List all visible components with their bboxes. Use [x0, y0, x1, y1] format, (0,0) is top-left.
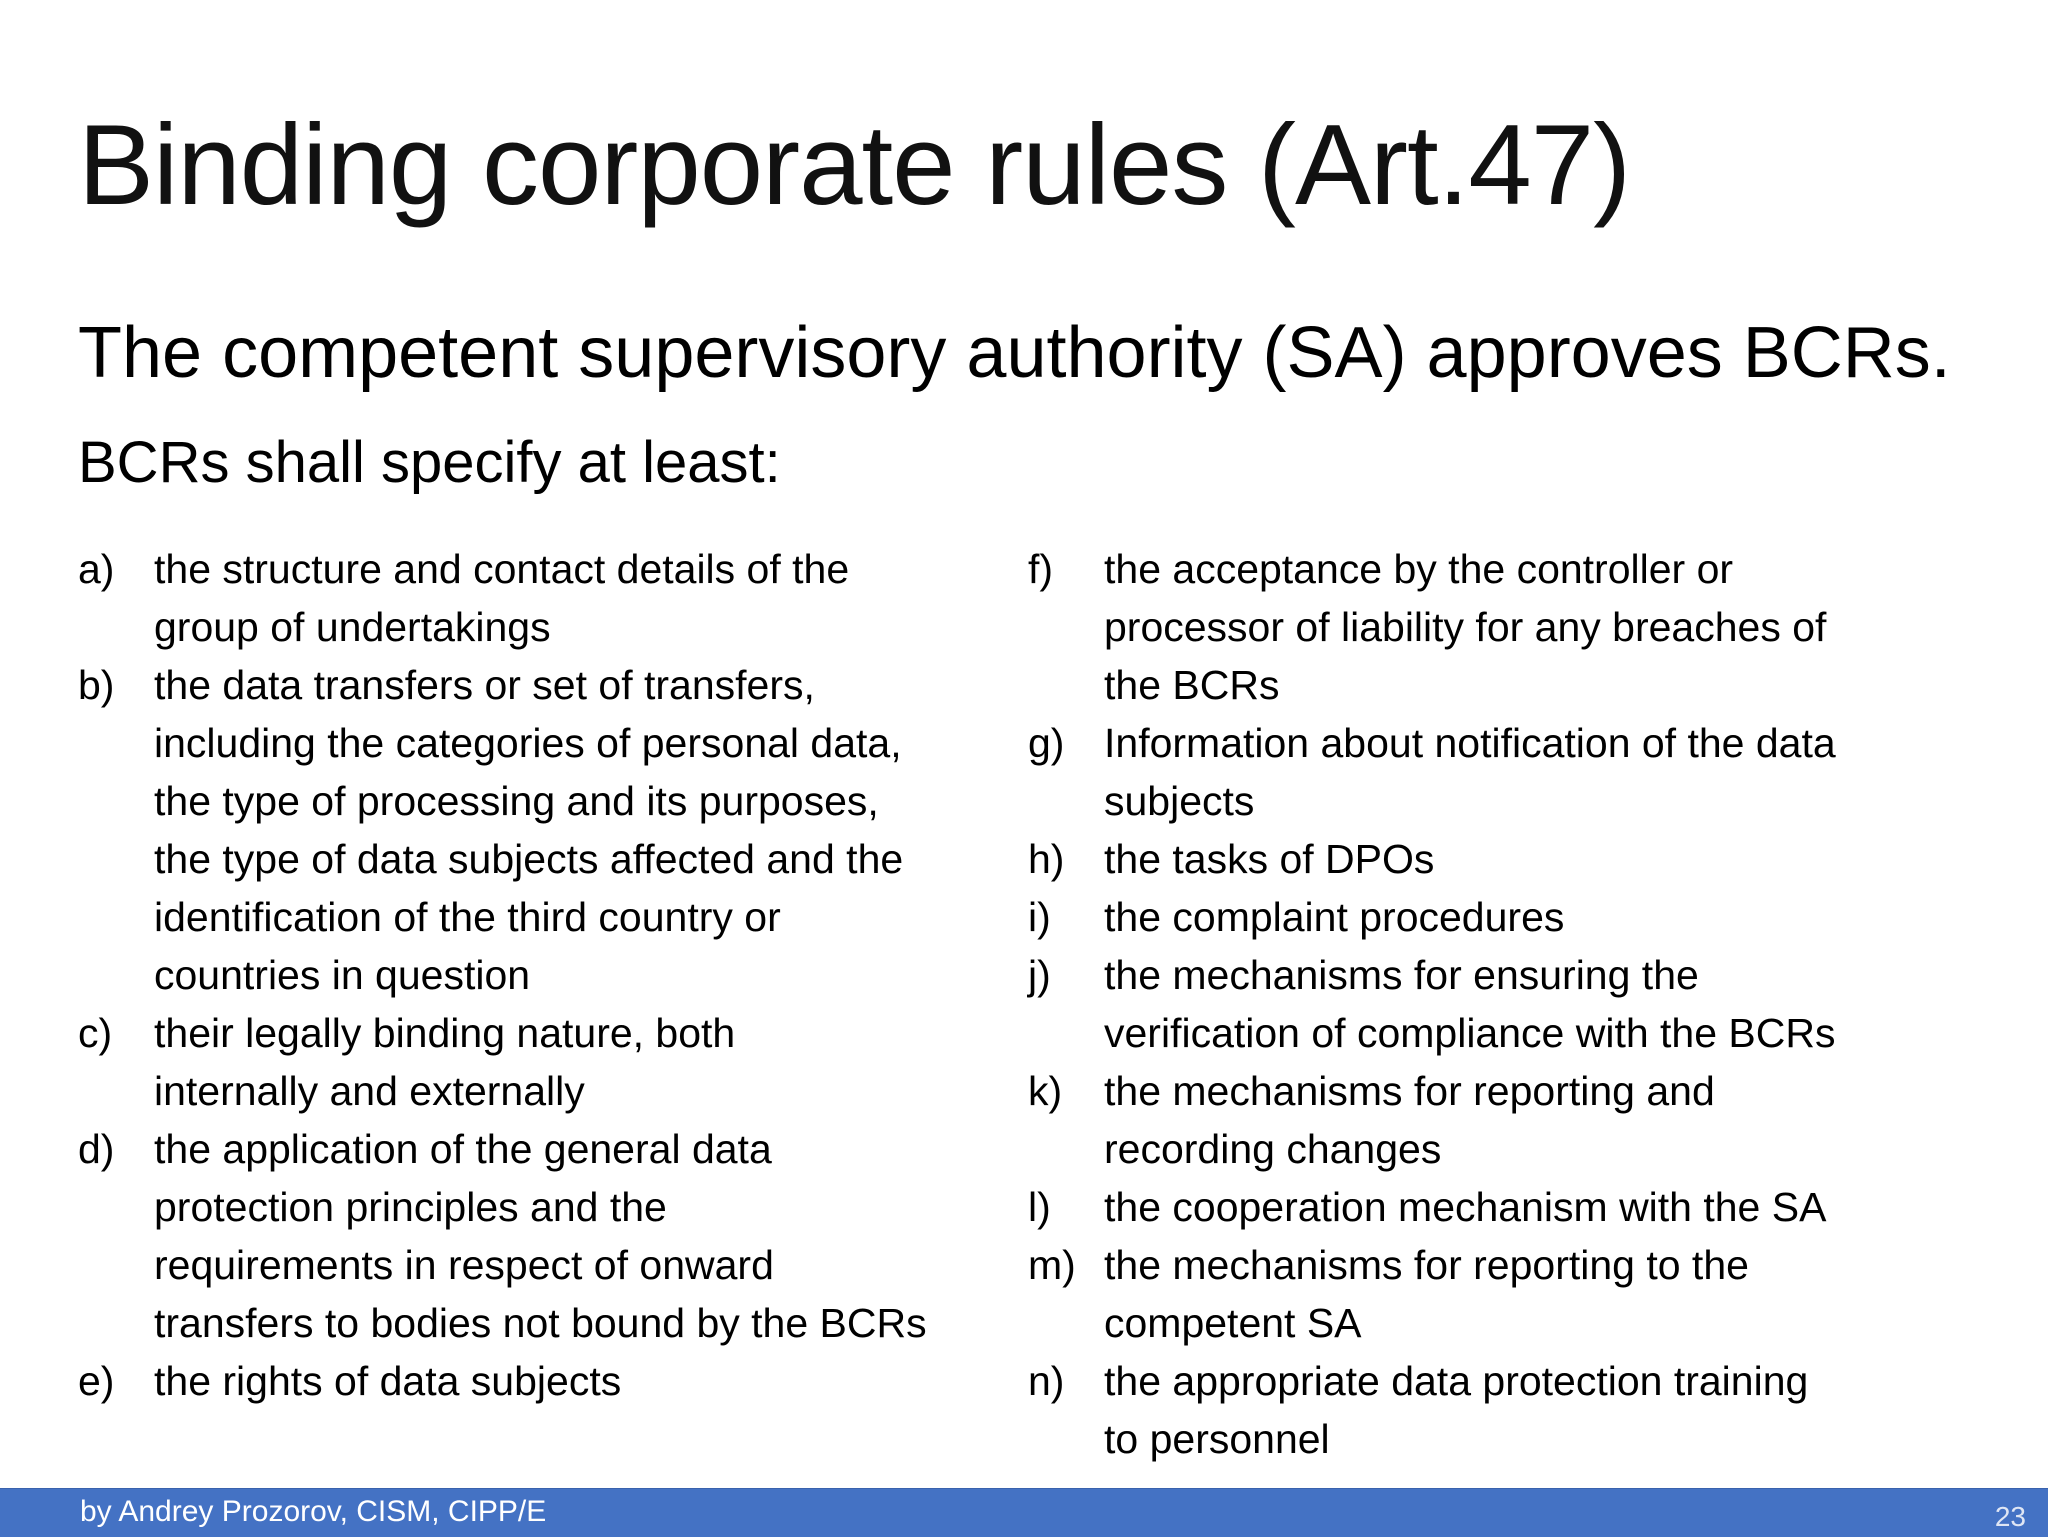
- list-item-line: competent SA: [1104, 1300, 1362, 1346]
- list-item-line: the tasks of DPOs: [1104, 836, 1435, 882]
- list-item-line: the acceptance by the controller or: [1104, 546, 1734, 592]
- list-item-text: [1104, 888, 1978, 946]
- list-item-marker: b): [78, 662, 115, 708]
- list-item-marker: f): [1028, 546, 1054, 592]
- list-item-line: transfers to bodies not bound by the BCRs: [154, 1300, 927, 1346]
- list-item-line: the mechanisms for ensuring the: [1104, 952, 1699, 998]
- list-item: [78, 1352, 1008, 1410]
- list-item-line: the complaint procedures: [1104, 894, 1565, 940]
- list-item-line: group of undertakings: [154, 604, 551, 650]
- list-item-line: the mechanisms for reporting to the: [1104, 1242, 1749, 1288]
- list-item-line: Information about notification of the data: [1104, 720, 1836, 766]
- list-item-text: [1104, 1236, 1978, 1352]
- list-item-text: [1104, 540, 1978, 714]
- list-item-text: [1104, 1062, 1978, 1178]
- list-item-line: processor of liability for any breaches of: [1104, 604, 1827, 650]
- list-item: [1028, 1178, 1978, 1236]
- list-intro: BCRs shall specify at least:: [78, 430, 781, 495]
- list-item: [1028, 830, 1978, 888]
- list-item-text: [1104, 946, 1978, 1062]
- list-item-line: the BCRs: [1104, 662, 1280, 708]
- list-item: [78, 540, 1008, 656]
- list-item-marker: g): [1028, 720, 1065, 766]
- list-item-text: [1104, 1178, 1978, 1236]
- list-item-text: [1104, 830, 1978, 888]
- list-item: [1028, 714, 1978, 830]
- list-item-marker: h): [1028, 836, 1065, 882]
- list-item-marker: j): [1028, 952, 1051, 998]
- list-item-text: [154, 1352, 1008, 1410]
- list-item: [1028, 1062, 1978, 1178]
- page-number: 23: [1994, 1501, 2026, 1532]
- list-item-line: including the categories of personal data,: [154, 720, 902, 766]
- list-item-marker: i): [1028, 894, 1051, 940]
- list-item-marker: c): [78, 1010, 113, 1056]
- list-item: [78, 656, 1008, 1004]
- footer-bar: [0, 1488, 2048, 1537]
- list-item-line: internally and externally: [154, 1068, 585, 1114]
- list-item-line: verification of compliance with the BCRs: [1104, 1010, 1836, 1056]
- list-item-line: countries in question: [154, 952, 531, 998]
- list-item-text: [1104, 1352, 1978, 1468]
- list-item: [1028, 946, 1978, 1062]
- list-item: [1028, 540, 1978, 714]
- list-item-marker: k): [1028, 1068, 1063, 1114]
- list-item-line: identification of the third country or: [154, 894, 781, 940]
- list-item-line: the type of data subjects affected and the: [154, 836, 904, 882]
- list-item-marker: m): [1028, 1242, 1076, 1288]
- list-item-line: the type of processing and its purposes,: [154, 778, 879, 824]
- slide-title: Binding corporate rules (Art.47): [78, 102, 1631, 229]
- list-item-line: the cooperation mechanism with the SA: [1104, 1184, 1827, 1230]
- right-list: [1028, 540, 1978, 1468]
- list-item-line: protection principles and the: [154, 1184, 667, 1230]
- list-item-line: the appropriate data protection training: [1104, 1358, 1809, 1404]
- list-item-marker: a): [78, 546, 115, 592]
- slide-subtitle: The competent supervisory authority (SA) approves BCRs.: [78, 313, 1951, 393]
- list-item-line: recording changes: [1104, 1126, 1442, 1172]
- list-item-text: [154, 540, 1008, 656]
- list-item-line: requirements in respect of onward: [154, 1242, 774, 1288]
- left-list: [78, 540, 1008, 1410]
- list-item-marker: e): [78, 1358, 115, 1404]
- list-item-line: the application of the general data: [154, 1126, 772, 1172]
- list-item-line: to personnel: [1104, 1416, 1330, 1462]
- list-item: [1028, 1352, 1978, 1468]
- list-item-line: the mechanisms for reporting and: [1104, 1068, 1715, 1114]
- list-item-text: [154, 656, 1008, 1004]
- list-item-text: [154, 1120, 1008, 1352]
- list-item-line: the structure and contact details of the: [154, 546, 850, 592]
- list-item: [78, 1004, 1008, 1120]
- list-item: [1028, 888, 1978, 946]
- list-item: [78, 1120, 1008, 1352]
- list-item: [1028, 1236, 1978, 1352]
- list-item-marker: l): [1028, 1184, 1051, 1230]
- list-item-text: [1104, 714, 1978, 830]
- list-item-marker: d): [78, 1126, 115, 1172]
- list-item-marker: n): [1028, 1358, 1065, 1404]
- list-item-line: subjects: [1104, 778, 1255, 824]
- list-item-line: the rights of data subjects: [154, 1358, 622, 1404]
- list-item-line: the data transfers or set of transfers,: [154, 662, 815, 708]
- footer-author: by Andrey Prozorov, CISM, CIPP/E: [80, 1495, 547, 1528]
- list-item-text: [154, 1004, 1008, 1120]
- list-item-line: their legally binding nature, both: [154, 1010, 736, 1056]
